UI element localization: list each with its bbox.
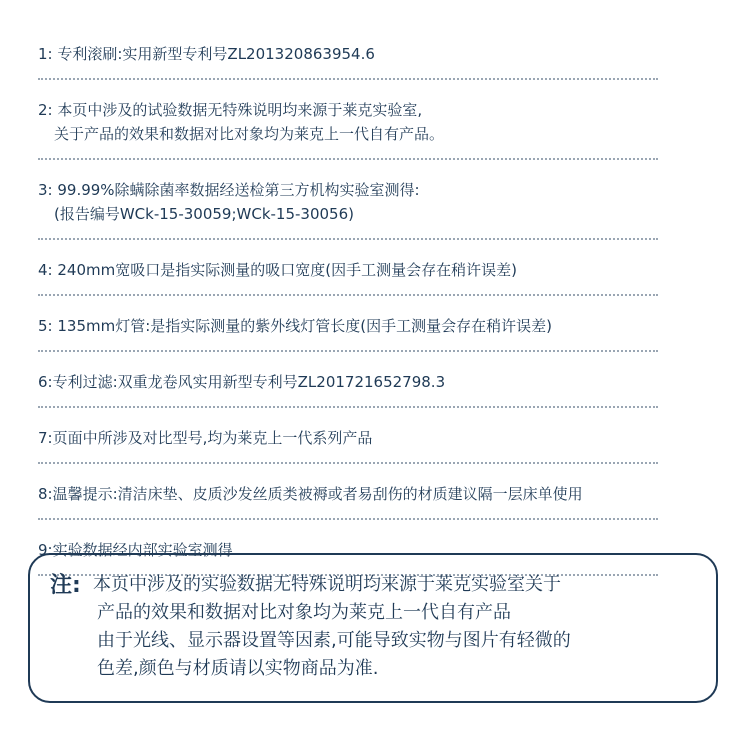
footer-notice-line-2: 产品的效果和数据对比对象均为莱克上一代自有产品	[97, 602, 511, 623]
footer-notice-text	[93, 571, 713, 683]
note-item-3	[38, 174, 658, 240]
note-8-text: 8:温馨提示:清洁床垫、皮质沙发丝质类被褥或者易刮伤的材质建议隔一层床单使用	[38, 485, 583, 503]
note-item-8	[38, 478, 658, 520]
footer-notice-line-3: 由于光线、显示器设置等因素,可能导致实物与图片有轻微的	[97, 630, 571, 651]
footer-notice-line-4: 色差,颜色与材质请以实物商品为准.	[97, 658, 379, 679]
note-item-4	[38, 254, 658, 296]
footer-notice-box	[28, 553, 718, 703]
note-4-text: 4: 240mm宽吸口是指实际测量的吸口宽度(因手工测量会存在稍许误差)	[38, 261, 517, 279]
note-6-text: 6:专利过滤:双重龙卷风实用新型专利号ZL201721652798.3	[38, 373, 446, 391]
notes-list	[38, 38, 658, 590]
note-7-text: 7:页面中所涉及对比型号,均为莱克上一代系列产品	[38, 429, 373, 447]
note-item-5	[38, 310, 658, 352]
note-3-text: 3: 99.99%除螨除菌率数据经送检第三方机构实验室测得:	[38, 181, 420, 199]
note-item-2	[38, 94, 658, 160]
note-5-text: 5: 135mm灯管:是指实际测量的紫外线灯管长度(因手工测量会存在稍许误差)	[38, 317, 552, 335]
note-item-1	[38, 38, 658, 80]
note-item-7	[38, 422, 658, 464]
note-item-6	[38, 366, 658, 408]
footer-notice-label: 注:	[50, 573, 81, 598]
note-2-text: 2: 本页中涉及的试验数据无特殊说明均来源于莱克实验室,	[38, 101, 423, 119]
footer-notice-line-1: 本页中涉及的实验数据无特殊说明均来源于莱克实验室关于	[93, 574, 561, 595]
note-9-text: 9:实验数据经内部实验室测得	[38, 541, 233, 559]
note-1-text: 1: 专利滚刷:实用新型专利号ZL201320863954.6	[38, 45, 375, 63]
note-2-text-continued: 关于产品的效果和数据对比对象均为莱克上一代自有产品。	[54, 125, 445, 143]
note-3-text-continued: (报告编号WCk-15-30059;WCk-15-30056)	[54, 205, 355, 223]
